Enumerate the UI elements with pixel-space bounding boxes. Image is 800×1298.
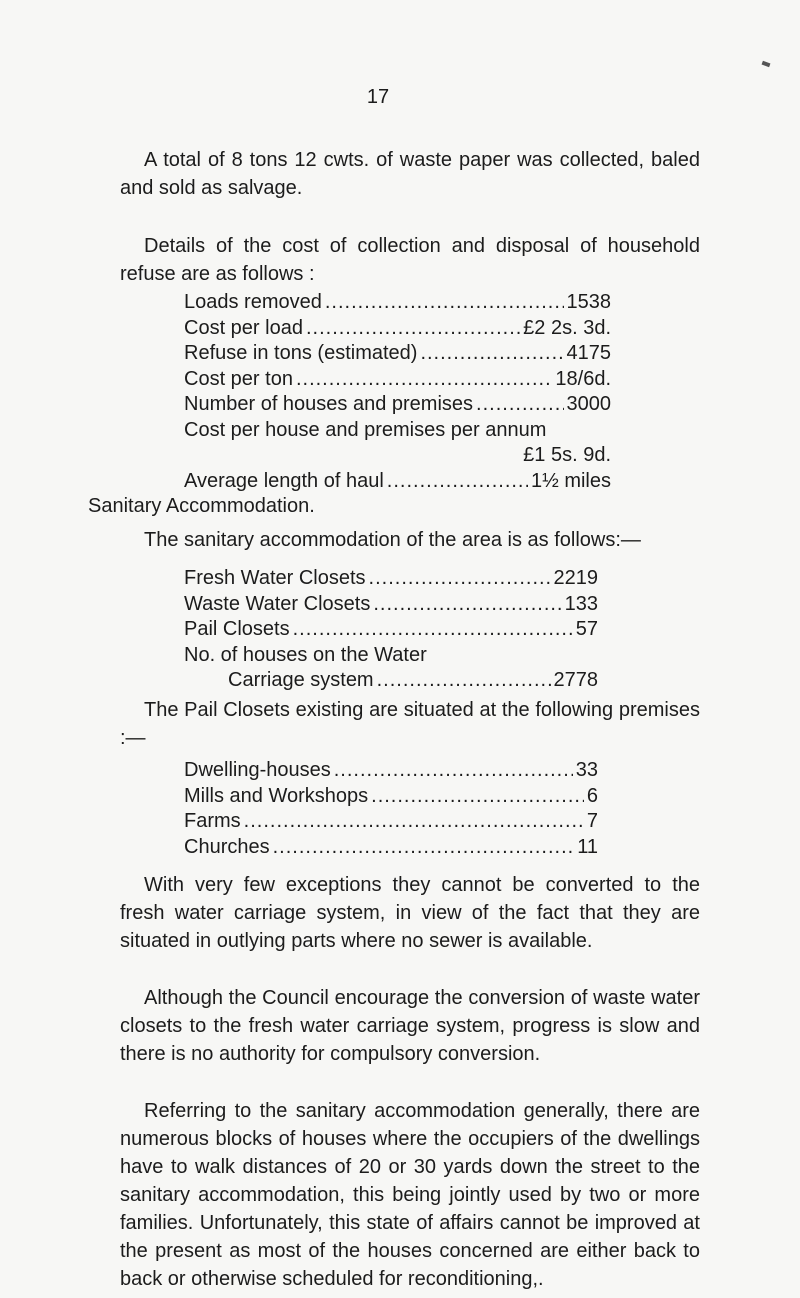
list-item: No. of houses on the Water — [184, 643, 427, 666]
list-item: Refuse in tons (estimated) ..... 4175 — [184, 341, 611, 367]
sanitary-list — [184, 566, 598, 694]
paragraph-waste-paper — [120, 146, 700, 202]
paragraph-cost-details — [120, 232, 700, 288]
paragraph-text: Details of the cost of collection and disposal of household refuse are as follows : — [120, 235, 700, 285]
list-item: Cost per load ..... £2 2s. 3d. — [184, 316, 611, 342]
paragraph-text: The Pail Closets existing are situated at the following premises :— — [120, 699, 700, 749]
list-item: Cost per house and premises per annum — [184, 418, 547, 441]
list-item: Mills and Workshops ..... 6 — [184, 784, 598, 810]
paragraph-sanitary-intro — [120, 526, 700, 554]
paragraph-exceptions — [120, 871, 700, 955]
paragraph-general — [120, 1097, 700, 1293]
list-item: Carriage system ..... 2778 — [184, 668, 598, 694]
pail-list — [184, 758, 598, 860]
paragraph-text: Referring to the sanitary accommodation generally, there are numerous blocks of houses where the occupiers of the dwellings have to walk distances of 20 or 30 yards down the street to the sanitary accommodation, this being jointly used by two or more families. Unfortunately, this state of affairs cannot be improved at the present as most of the houses concerned are either back to back or otherwise scheduled for reconditioning,. — [120, 1100, 700, 1290]
list-item: Farms ..... 7 — [184, 809, 598, 835]
list-item: Fresh Water Closets ..... 2219 — [184, 566, 598, 592]
section-heading: Sanitary Accommodation. — [88, 495, 315, 517]
list-item: Waste Water Closets ..... 133 — [184, 592, 598, 618]
list-item: Loads removed ..... 1538 — [184, 290, 611, 316]
page-number: 17 — [366, 86, 390, 108]
paragraph-council — [120, 984, 700, 1068]
list-item: Number of houses and premises ..... 3000 — [184, 392, 611, 418]
paragraph-text: Although the Council encourage the conversion of waste water closets to the fresh water carriage system, progress is slow and there is no authority for compulsory conversion. — [120, 987, 700, 1065]
paragraph-text: A total of 8 tons 12 cwts. of waste paper was collected, baled and sold as salvage. — [120, 149, 700, 199]
paragraph-text: The sanitary accommodation of the area is as follows:— — [144, 529, 641, 551]
paragraph-pail-intro — [120, 696, 700, 752]
corner-mark — [762, 61, 771, 67]
paragraph-text: With very few exceptions they cannot be converted to the fresh water carriage system, in view of the fact that they are situated in outlying parts where no sewer is available. — [120, 874, 700, 952]
list-item: Dwelling-houses ..... 33 — [184, 758, 598, 784]
list-item: Average length of haul ..... 1½ miles — [184, 469, 611, 495]
list-item-value: £1 5s. 9d. — [523, 444, 611, 466]
list-item: Churches ..... 11 — [184, 835, 598, 861]
list-item: Cost per ton ..... 18/6d. — [184, 367, 611, 393]
list-item: Pail Closets ..... 57 — [184, 617, 598, 643]
cost-list — [184, 290, 611, 494]
